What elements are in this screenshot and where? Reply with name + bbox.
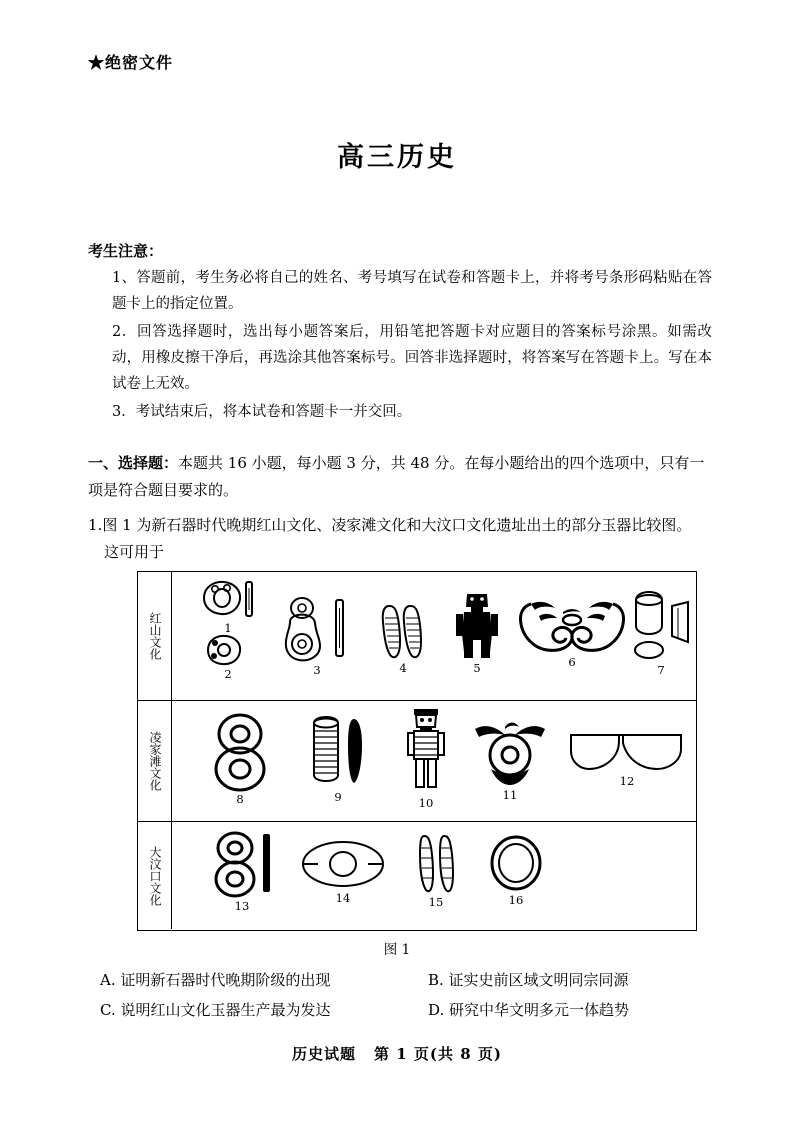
question-stem-line1: 图 1 为新石器时代晚期红山文化、凌家滩文化和大汶口文化遗址出土的部分玉器比较图。 <box>102 516 692 534</box>
question-stem-line2: 这可用于 <box>104 543 165 561</box>
figure-item <box>438 590 516 674</box>
figure-item <box>400 832 472 908</box>
figure-item-number: 13 <box>234 899 250 913</box>
option-c[interactable]: C. 说明红山文化玉器生产最为发达 <box>100 1001 331 1019</box>
figure-item-number: 8 <box>236 792 244 806</box>
figure-item <box>386 705 466 809</box>
option-row <box>88 995 718 1025</box>
jade-artifact-icon <box>628 588 694 664</box>
jade-artifact-icon <box>278 594 356 664</box>
figure-item <box>294 836 392 904</box>
figure-item-number: 11 <box>502 788 518 802</box>
figure-row-items <box>172 822 696 929</box>
option-b[interactable]: B. 证实史前区域文明同宗同源 <box>428 971 629 989</box>
figure-item <box>194 711 286 805</box>
secret-mark: ★绝密文件 <box>88 53 174 72</box>
section-heading <box>88 450 712 504</box>
figure-row-items <box>172 572 696 700</box>
figure-item-number: 10 <box>418 796 434 810</box>
figure-item-number: 9 <box>334 790 342 804</box>
notice-item: 1、答题前，考生务必将自己的姓名、考号填写在试卷和答题卡上，并将考号条形码粘贴在答题卡上的指定位置。 <box>112 270 712 312</box>
jade-double-ring-icon <box>205 711 275 793</box>
figure-item <box>368 596 438 674</box>
jade-artifact-icon <box>412 832 460 896</box>
option-a[interactable]: A. 证明新石器时代晚期阶级的出现 <box>100 971 331 989</box>
jade-dragon-icon <box>517 598 627 656</box>
jade-artifact-icon <box>198 632 258 668</box>
section-text: 本题共 16 小题，每小题 3 分，共 48 分。在每小题给出的四个选项中，只有一项是符合题目要求的。 <box>88 454 705 499</box>
jade-ring-icon <box>487 834 545 894</box>
jade-figurine-icon <box>400 705 452 797</box>
jade-eagle-icon <box>467 715 553 789</box>
figure-row-lingjiatan <box>138 701 696 822</box>
figure-row-label: 凌家滩文化 <box>138 701 172 821</box>
question-number: 1. <box>88 516 103 534</box>
figure-item <box>462 715 558 801</box>
figure-item <box>478 834 554 906</box>
option-row <box>88 965 718 995</box>
notice-list <box>112 265 712 427</box>
section-label: 一、选择题： <box>88 454 179 472</box>
figure-item <box>624 588 698 676</box>
figure-caption: 图 1 <box>383 942 411 958</box>
jade-artifact-icon <box>196 578 260 624</box>
jade-double-ring-icon <box>205 828 279 900</box>
jade-artifact-icon <box>377 596 429 662</box>
jade-artifact-icon <box>296 713 380 791</box>
figure-row-items <box>172 701 696 821</box>
option-d[interactable]: D. 研究中华文明多元一体趋势 <box>428 1001 630 1019</box>
figure-item-number: 16 <box>508 893 524 907</box>
figure-item-number: 6 <box>568 655 576 669</box>
figure-item-number: 1 <box>224 621 232 635</box>
figure-item-number: 5 <box>473 661 481 675</box>
figure-item <box>272 594 362 676</box>
page-footer <box>0 1043 794 1064</box>
figure-item <box>290 713 386 803</box>
figure-item <box>562 727 692 787</box>
figure-item <box>196 828 288 912</box>
figure-item <box>512 598 632 668</box>
notice-heading: 考生注意： <box>88 242 164 260</box>
figure-item <box>190 632 266 680</box>
question-1 <box>88 512 718 566</box>
figure-item-number: 3 <box>313 663 321 677</box>
figure-row-hongshan <box>138 572 696 701</box>
figure-item-number: 14 <box>335 891 351 905</box>
footer-page-number: 第 1 页(共 8 页) <box>374 1045 502 1063</box>
jade-ring-icon <box>298 836 388 892</box>
figure-row-dawenkou <box>138 822 696 929</box>
notice-item: 2．回答选择题时，选出每小题答案后，用铅笔把答题卡对应题目的答案标号涂黑。如需改动，用橡皮擦干净后，再选涂其他答案标号。回答非选择题时，将答案写在答题卡上。写在本试卷上无效。 <box>112 324 712 392</box>
figure-item-number: 7 <box>657 663 665 677</box>
figure-1 <box>137 571 697 931</box>
jade-figurine-icon <box>451 590 503 662</box>
figure-item-number: 15 <box>428 895 444 909</box>
figure-row-label: 红山文化 <box>138 572 172 700</box>
figure-item-number: 2 <box>224 667 232 681</box>
notice-item: 3．考试结束后，将本试卷和答题卡一并交回。 <box>112 404 412 420</box>
figure-item-number: 12 <box>619 774 635 788</box>
question-1-options <box>88 965 718 1025</box>
page-title: 高三历史 <box>337 142 457 173</box>
jade-huang-icon <box>567 727 687 775</box>
figure-item-number: 4 <box>399 661 407 675</box>
figure-item <box>190 578 266 634</box>
figure-row-label: 大汶口文化 <box>138 822 172 929</box>
footer-subject: 历史试题 <box>292 1045 357 1063</box>
